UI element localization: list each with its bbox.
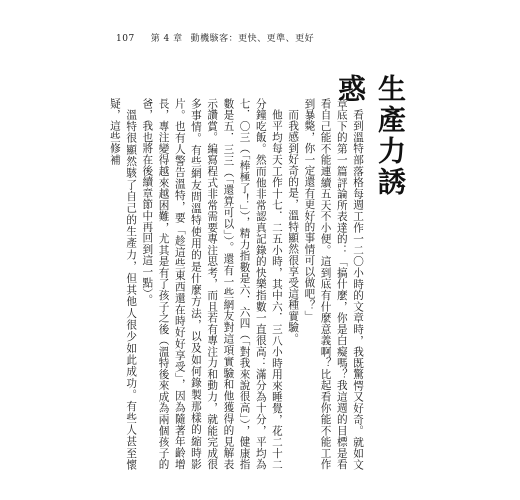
- page-number: 107: [116, 34, 135, 44]
- section-title: 生產力誘惑: [334, 74, 407, 198]
- paragraph: 溫特很顯然駭了自己的生產力，但其他人很少如此成功。有些人甚至懷疑，這些修補: [108, 98, 138, 470]
- chapter-title: 動機駭客：更快、更準、更好: [190, 34, 315, 44]
- paragraph: 他平均每天工作十七．二五小時，其中六．三八小時用來睡覺，花二十二分鐘吃飯。然而他非常認真記錄的快樂指數一直很高：滿分為十分，平均為七．〇三（「棒極了！」），精力指數是六．六四（「對我來說很高」），健康指數是五．三三（「還算可以」）。還有一些網友對這項實驗和他獲得的見解表示讚賞。編寫程式非常需要專注思考，而且若有專注力和動力，就能完成很多事情。有些網友問溫特使用的是什麼方法，以及如何錄製那樣的縮時影片。也有人警告溫特，要「趁這些東西還在時好好享受」，因為隨著年齡增長，專注變得越來越困難，尤其是有了孩子之後（溫特後來成為兩個孩子的爸，我也將在後續章節中再回到這一點）。: [141, 98, 283, 470]
- body-text: [108, 98, 366, 470]
- chapter-label: 第 4 章: [150, 34, 183, 44]
- paragraph: 而我感到好奇的是，溫特顯然很享受這種實驗。: [287, 108, 300, 344]
- paragraph: 看到溫特部落格每週工作一二〇小時的文章時，我既驚愕又好奇。就如文章底下的第一篇評論所表達的：「搞什麼，你是白癡嗎？我這週的目標是看看自己能不能連續五天不小便。這到底有什麼意義啊？比起看你能不能工作到暴斃，你一定還有更好的事情可以做吧？」: [303, 98, 364, 470]
- running-header: [116, 31, 314, 44]
